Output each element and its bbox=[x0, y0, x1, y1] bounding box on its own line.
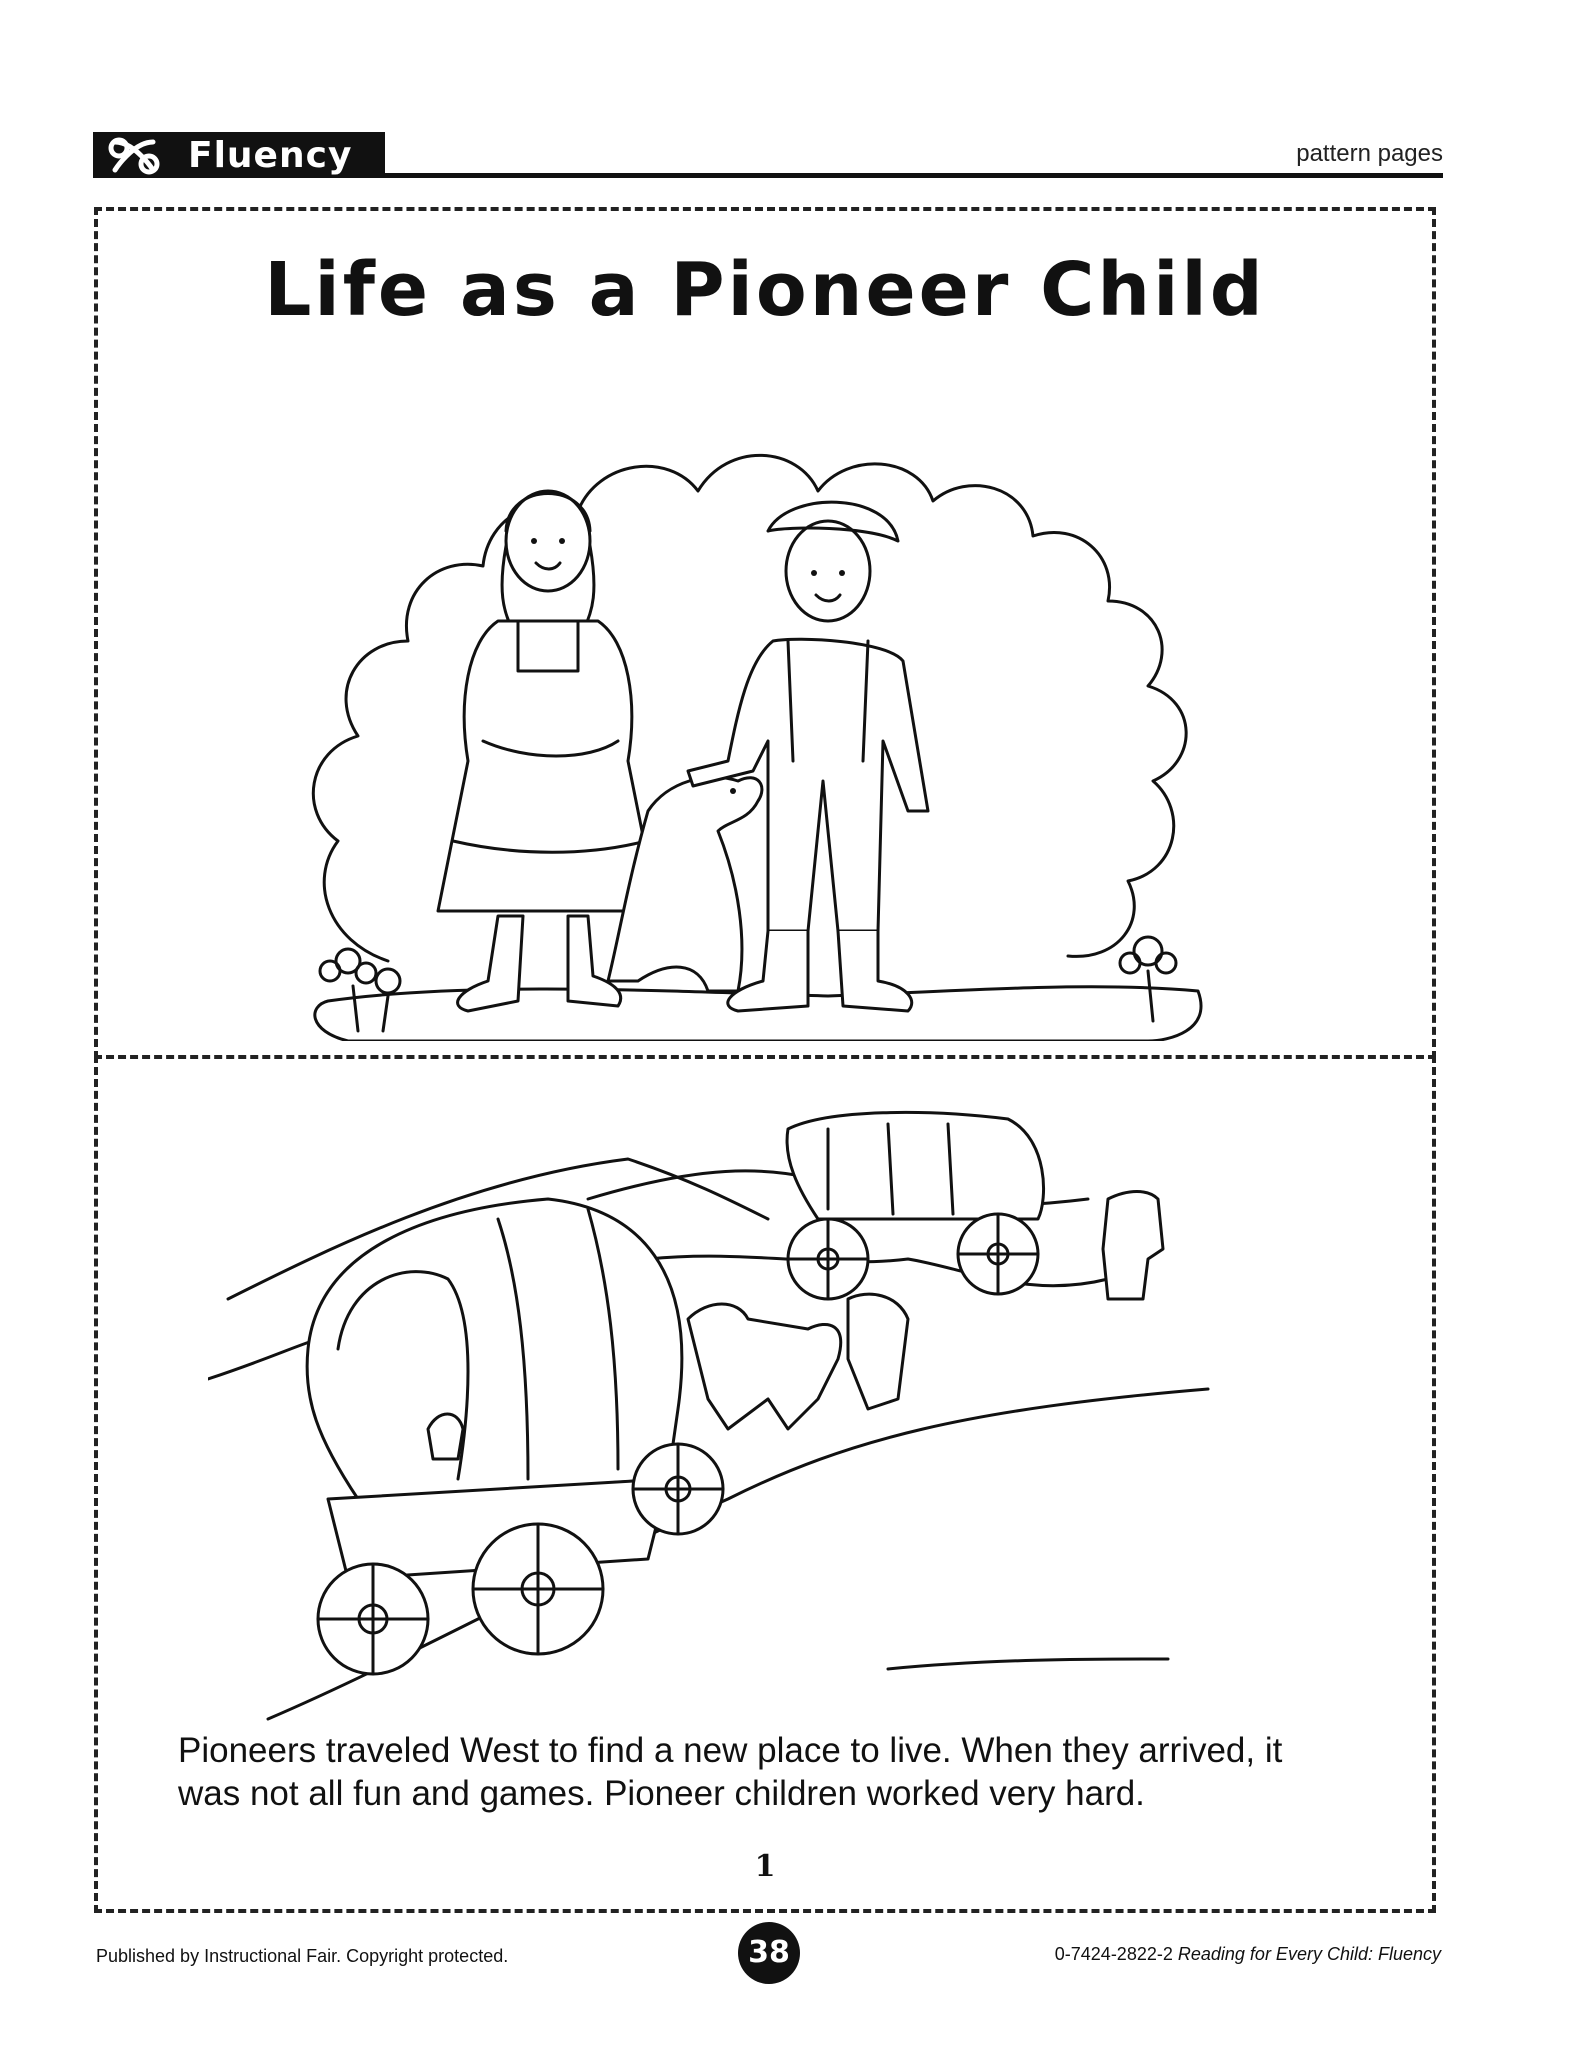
publisher-notice: Published by Instructional Fair. Copyright protected. bbox=[96, 1946, 509, 1966]
flower-icon bbox=[1120, 937, 1176, 1021]
pioneer-children-illustration bbox=[268, 341, 1268, 1041]
oxen-team bbox=[688, 1294, 908, 1429]
isbn: 0-7424-2822-2 bbox=[1054, 1944, 1173, 1964]
bottom-panel bbox=[94, 1055, 1436, 1913]
story-text: Pioneers traveled West to find a new place to live. When they arrived, it was not all fun and games. Pioneer children worked very hard. bbox=[178, 1731, 1283, 1813]
section-label: Fluency bbox=[188, 135, 353, 176]
front-wagon bbox=[307, 1199, 723, 1674]
covered-wagons-illustration bbox=[208, 1099, 1328, 1739]
pattern-pages-label: pattern pages bbox=[1296, 140, 1443, 167]
inner-page-number: 1 bbox=[754, 1849, 776, 1884]
book-title: Reading for Every Child: Fluency bbox=[1177, 1944, 1441, 1964]
page-number-badge: 38 bbox=[738, 1922, 800, 1984]
book-info bbox=[1055, 1944, 1441, 1965]
knot-logo-icon bbox=[105, 134, 163, 178]
top-panel bbox=[94, 207, 1436, 1059]
page-header bbox=[93, 128, 1443, 178]
back-wagon bbox=[787, 1112, 1163, 1299]
page-title: Life as a Pioneer Child bbox=[264, 247, 1266, 333]
section-banner bbox=[93, 132, 385, 178]
